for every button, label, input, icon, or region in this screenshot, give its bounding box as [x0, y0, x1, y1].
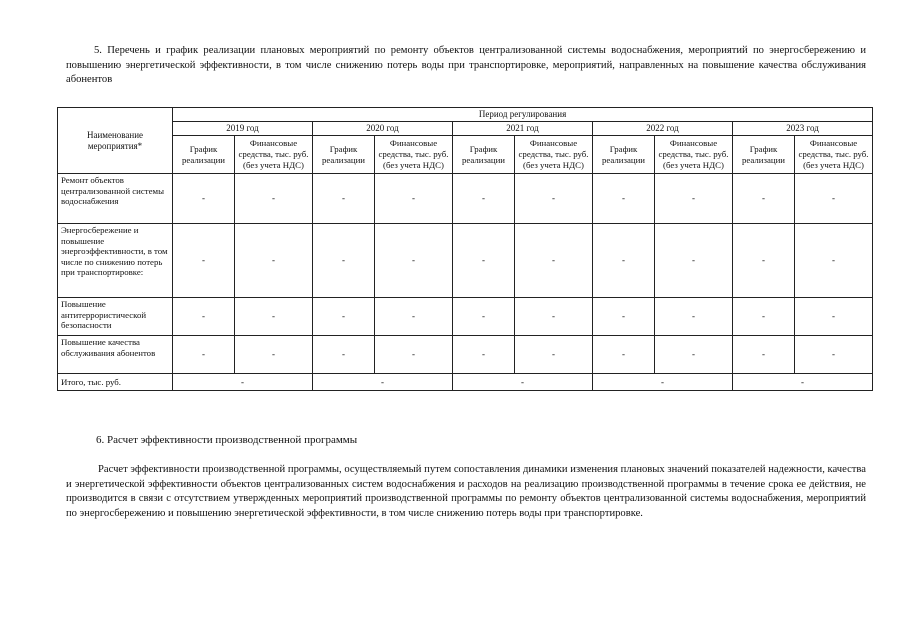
table-cell: - — [235, 298, 313, 336]
total-cell: - — [453, 374, 593, 391]
table-cell: - — [515, 174, 593, 224]
table-cell: - — [313, 174, 375, 224]
table-cell: - — [733, 174, 795, 224]
total-row — [58, 374, 873, 391]
table-cell: - — [795, 336, 873, 374]
year-header: 2021 год — [453, 122, 593, 136]
subheader-schedule: График реализации — [593, 136, 655, 174]
row-name: Энергосбережение и повышение энергоэффективности, в том числе по снижению потерь при транспортировке: — [58, 224, 173, 298]
subheader-finance: Финансовые средства, тыс. руб. (без учета НДС) — [515, 136, 593, 174]
total-label: Итого, тыс. руб. — [58, 374, 173, 391]
section-6-text: Расчет эффективности производственной программы, осуществляемый путем сопоставления динамики изменения плановых значений показателей надежности, качества и энергетической эффективности объектов централизованных систем водоснабжения и расходов на реализацию производственной программы в течение срока ее действия, не производится в связи с отсутствием утвержденных мероприятий производственной программы по ремонту объектов централизованной системы водоснабжения, мероприятий по энергосбережению и повышению энергетической эффективности, в том числе снижению потерь воды при транспортировке. — [66, 464, 866, 519]
table-cell: - — [313, 224, 375, 298]
year-header: 2019 год — [173, 122, 313, 136]
column-header-name: Наименование мероприятия* — [58, 108, 173, 174]
table-cell: - — [375, 298, 453, 336]
table-row — [58, 174, 873, 224]
table-cell: - — [173, 298, 235, 336]
table-cell: - — [515, 298, 593, 336]
table-cell: - — [593, 224, 655, 298]
table-cell: - — [655, 298, 733, 336]
table-cell: - — [313, 336, 375, 374]
subheader-finance: Финансовые средства, тыс. руб. (без учета НДС) — [795, 136, 873, 174]
table-cell: - — [593, 174, 655, 224]
section-6-heading: 6. Расчет эффективности производственной программы — [96, 434, 358, 446]
table-cell: - — [173, 336, 235, 374]
table-cell: - — [453, 224, 515, 298]
table-cell: - — [375, 224, 453, 298]
table-cell: - — [733, 224, 795, 298]
table-cell: - — [795, 298, 873, 336]
total-cell: - — [593, 374, 733, 391]
subheader-schedule: График реализации — [173, 136, 235, 174]
row-name: Повышение антитеррористической безопасности — [58, 298, 173, 336]
year-header: 2022 год — [593, 122, 733, 136]
table-cell: - — [655, 336, 733, 374]
table-cell: - — [173, 224, 235, 298]
table-cell: - — [733, 298, 795, 336]
table-cell: - — [733, 336, 795, 374]
subheader-finance: Финансовые средства, тыс. руб. (без учета НДС) — [235, 136, 313, 174]
row-name: Ремонт объектов централизованной системы водоснабжения — [58, 174, 173, 224]
table-row — [58, 298, 873, 336]
year-header: 2020 год — [313, 122, 453, 136]
total-cell: - — [173, 374, 313, 391]
table-row — [58, 224, 873, 298]
table-cell: - — [375, 336, 453, 374]
total-cell: - — [733, 374, 873, 391]
subheader-finance: Финансовые средства, тыс. руб. (без учета НДС) — [655, 136, 733, 174]
table-cell: - — [593, 336, 655, 374]
table-cell: - — [655, 224, 733, 298]
table-cell: - — [795, 174, 873, 224]
table-cell: - — [795, 224, 873, 298]
table-cell: - — [235, 174, 313, 224]
table-cell: - — [593, 298, 655, 336]
table-cell: - — [235, 336, 313, 374]
total-cell: - — [313, 374, 453, 391]
table-cell: - — [515, 336, 593, 374]
subheader-schedule: График реализации — [313, 136, 375, 174]
table-cell: - — [515, 224, 593, 298]
table-cell: - — [313, 298, 375, 336]
year-header: 2023 год — [733, 122, 873, 136]
table-cell: - — [453, 174, 515, 224]
table-cell: - — [453, 336, 515, 374]
table-cell: - — [375, 174, 453, 224]
table-row — [58, 336, 873, 374]
subheader-schedule: График реализации — [733, 136, 795, 174]
table-cell: - — [655, 174, 733, 224]
period-header: Период регулирования — [173, 108, 873, 122]
subheader-schedule: График реализации — [453, 136, 515, 174]
table-cell: - — [235, 224, 313, 298]
row-name: Повышение качества обслуживания абонентов — [58, 336, 173, 374]
table-cell: - — [453, 298, 515, 336]
plan-table — [57, 107, 873, 391]
subheader-finance: Финансовые средства, тыс. руб. (без учета НДС) — [375, 136, 453, 174]
section-5-title: 5. Перечень и график реализации плановых мероприятий по ремонту объектов централизованной системы водоснабжения, мероприятий по энергосбережению и повышению энергетической эффективности, в том числе снижению потерь воды при транспортировке, мероприятий, направленных на повышение качества обслуживания абонентов — [66, 45, 866, 85]
table-cell: - — [173, 174, 235, 224]
